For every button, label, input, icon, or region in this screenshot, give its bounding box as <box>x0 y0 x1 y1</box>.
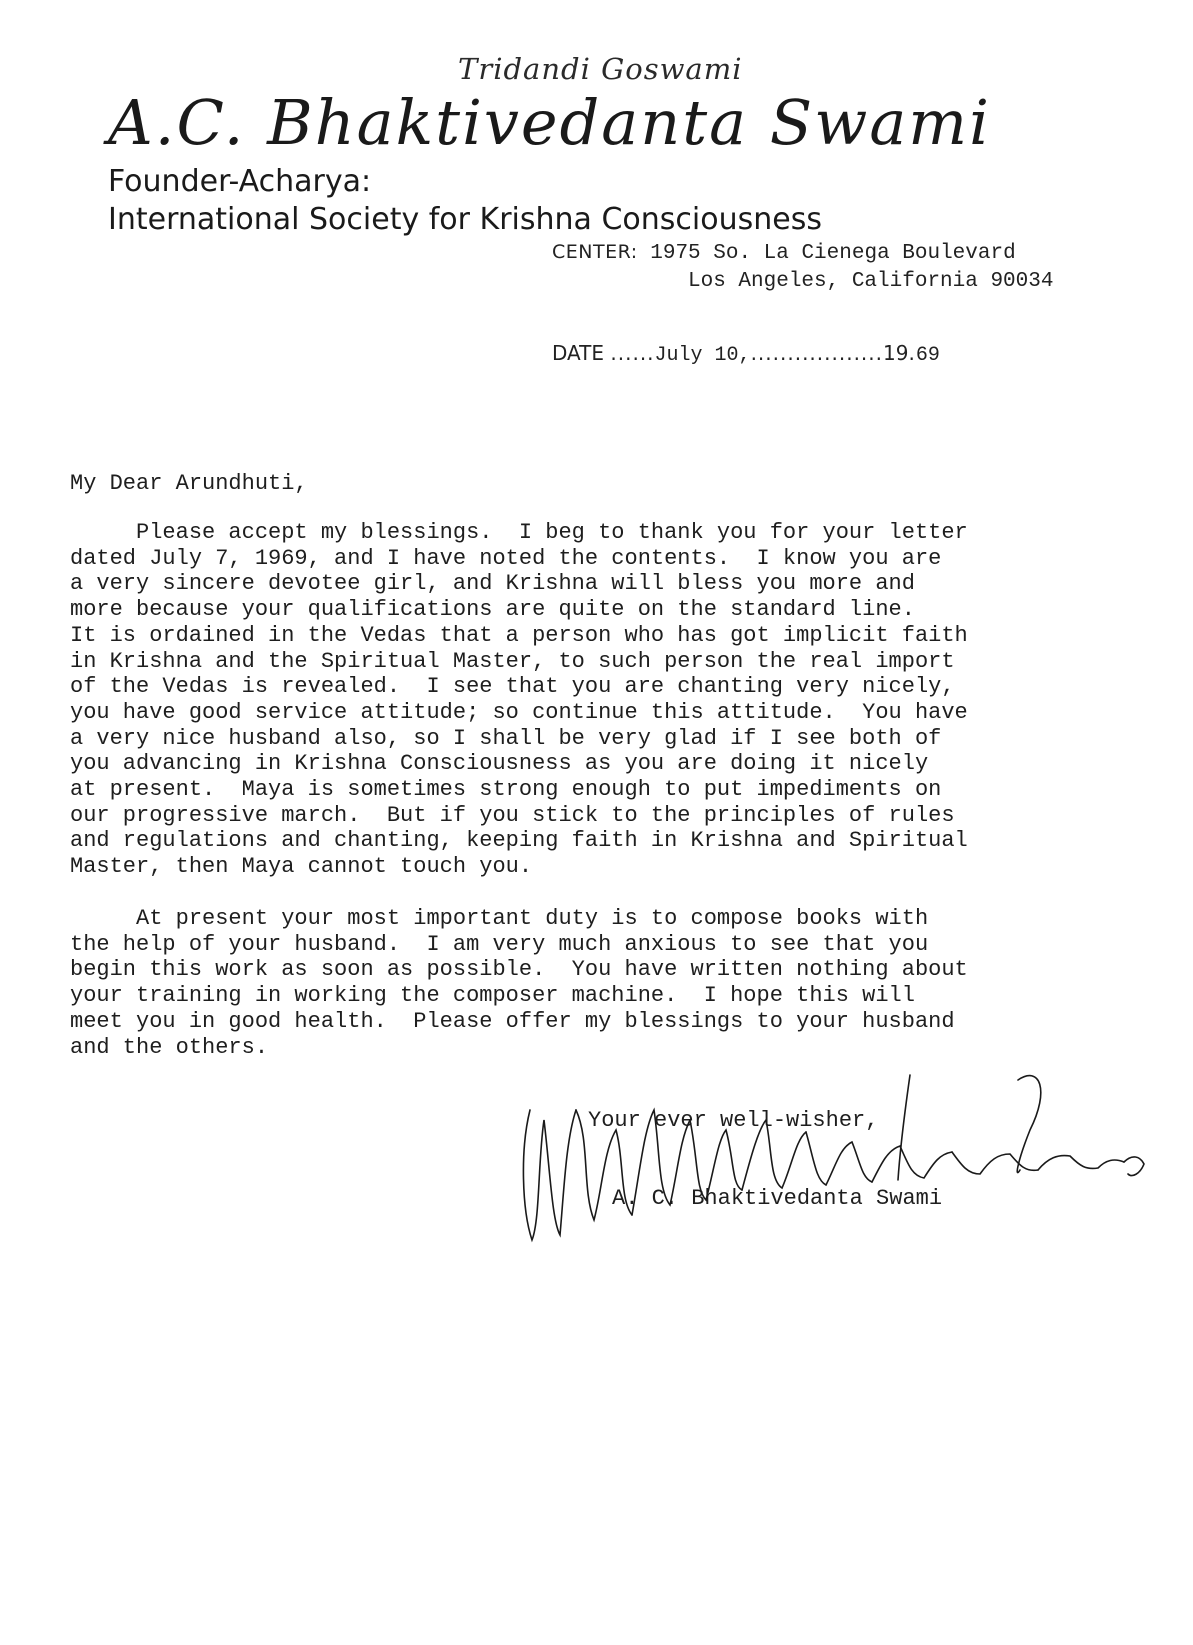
date-value: July 10, <box>654 344 751 367</box>
date-leader-dots: ...... <box>610 341 655 365</box>
letterhead-tridandi: Tridandi Goswami <box>458 52 743 86</box>
paragraph-1: Please accept my blessings. I beg to thank you for your letter dated July 7, 1969, and I have noted the contents. I know you are a very sincere devotee girl, and Krishna will bless you more and more because your qualifications are quite on the standard line. It is ordained in the Vedas that a person who has got implicit faith in Krishna and the Spiritual Master, to such person the real import of the Vedas is revealed. I see that you are chanting very nicely, you have good service attitude; so continue this attitude. You have a very nice husband also, so I shall be very glad if I see both of you advancing in Krishna Consciousness as you are doing it nicely at present. Maya is sometimes strong enough to put impediments on our progressive march. But if you stick to the principles of rules and regulations and chanting, keeping faith in Krishna and Spiritual Master, then Maya cannot touch you. <box>70 520 968 880</box>
center-label: CENTER: <box>552 241 638 263</box>
address-line-1: 1975 So. La Cienega Boulevard <box>650 242 1016 265</box>
letterhead-title-society: International Society for Krishna Consciousness <box>108 202 822 237</box>
date-year-suffix: 69 <box>915 344 940 367</box>
date-year-prefix: 19 <box>883 341 909 365</box>
letterhead-name: A.C. Bhaktivedanta Swami <box>108 86 991 159</box>
paragraph-2: At present your most important duty is to compose books with the help of your husband. I am very much anxious to see that you begin this work as soon as possible. You have written nothing about your training in working the composer machine. I hope this will meet you in good health. Please offer my blessings to your husband and the others. <box>70 906 968 1060</box>
date-year-dot: . <box>908 341 916 365</box>
date-leader-dots-2: .................. <box>750 341 883 365</box>
center-address-line <box>552 241 1016 265</box>
date-label: DATE <box>552 341 605 365</box>
date-line <box>552 341 940 367</box>
handwritten-signature <box>520 1070 1180 1280</box>
typed-name: A. C. Bhaktivedanta Swami <box>612 1186 943 1211</box>
letterhead-title-founder: Founder-Acharya: <box>108 164 372 199</box>
address-line-2: Los Angeles, California 90034 <box>688 270 1054 293</box>
closing: Your ever well-wisher, <box>588 1108 879 1133</box>
salutation: My Dear Arundhuti, <box>70 471 308 496</box>
